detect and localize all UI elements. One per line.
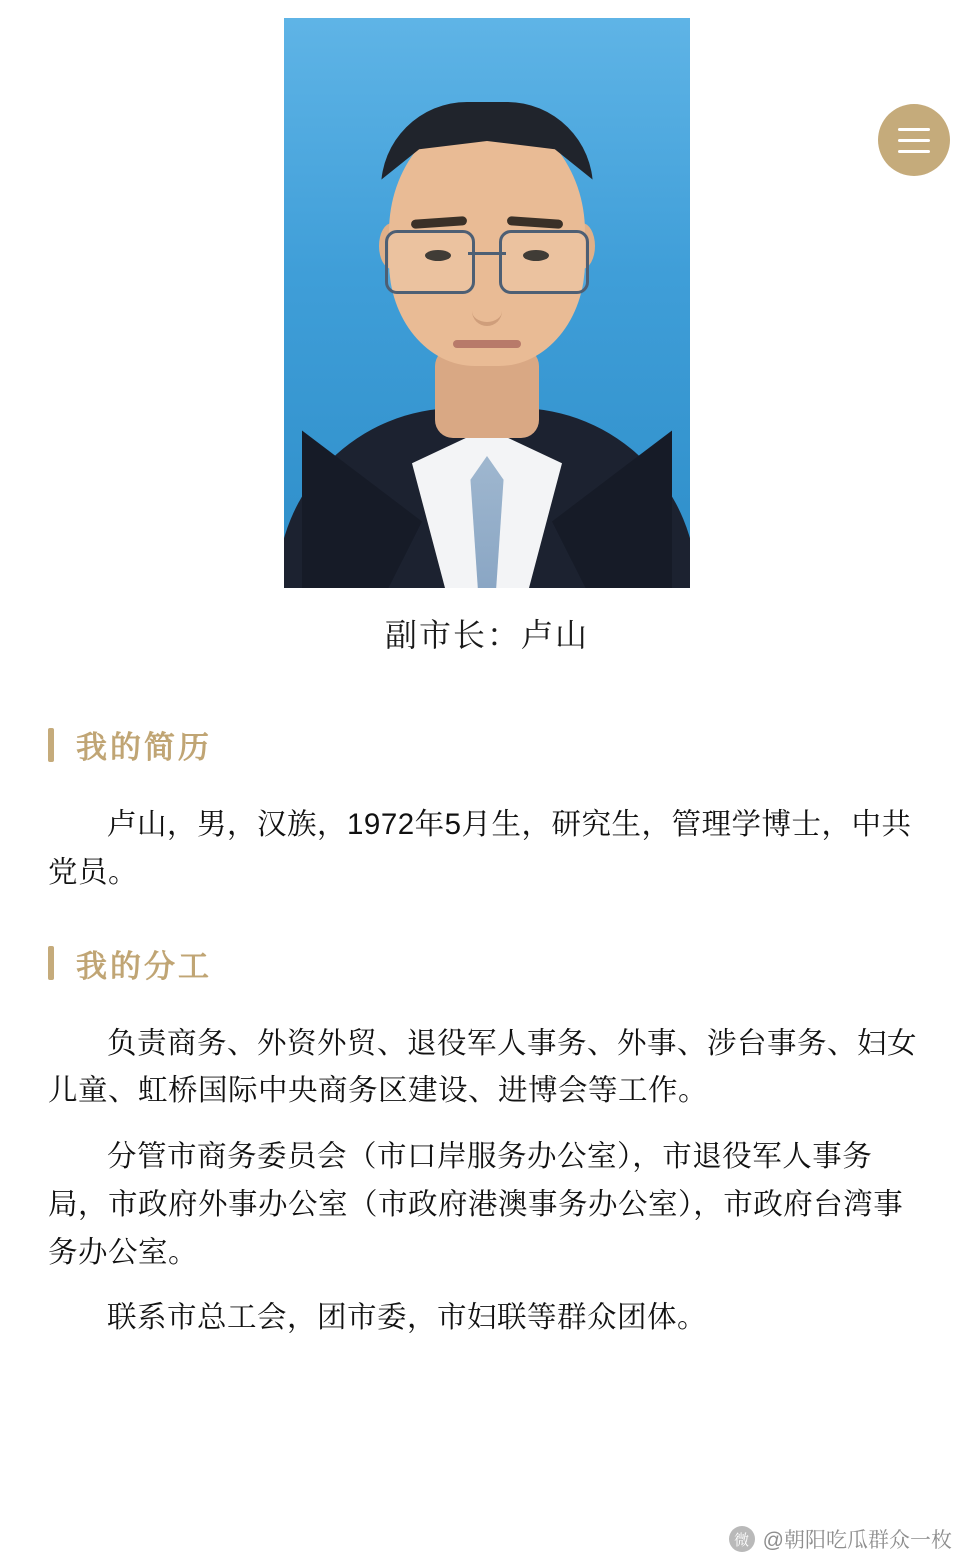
section-resume: [48, 722, 926, 897]
hamburger-menu-icon-line-2: [898, 139, 930, 142]
section-duties-header: [48, 941, 926, 986]
hamburger-menu-icon-line-3: [898, 150, 930, 153]
portrait-container: [0, 0, 974, 588]
section-duties: [48, 941, 926, 1343]
portrait-mouth: [453, 340, 521, 348]
hamburger-menu-icon-line-1: [898, 128, 930, 131]
section-accent-bar: [48, 728, 54, 762]
section-duties-paragraph-2: 分管市商务委员会（市口岸服务办公室），市退役军人事务局，市政府外事办公室（市政府港澳事务办公室），市政府台湾事务办公室。: [48, 1140, 904, 1269]
section-resume-paragraph-1: 卢山，男，汉族，1972年5月生，研究生，管理学博士，中共党员。: [48, 808, 912, 889]
section-duties-title: 我的分工: [76, 948, 212, 984]
hamburger-menu-button[interactable]: [878, 104, 950, 176]
section-accent-bar: [48, 946, 54, 980]
section-duties-paragraph-1: 负责商务、外资外贸、退役军人事务、外事、涉台事务、妇女儿童、虹桥国际中央商务区建设、进博会等工作。: [48, 1026, 918, 1108]
content-area: [0, 722, 974, 1342]
portrait-caption: 副市长：卢山: [384, 617, 589, 653]
portrait-nose: [472, 270, 502, 326]
watermark-username: @朝阳吃瓜群众一枚: [762, 1529, 952, 1552]
official-portrait-photo: [284, 18, 690, 588]
section-duties-paragraph-3: 联系市总工会，团市委，市妇联等群众团体。: [107, 1301, 708, 1335]
section-resume-title: 我的简历: [76, 730, 212, 765]
weibo-logo-icon: 微: [729, 1526, 755, 1552]
weibo-watermark: [729, 1524, 952, 1554]
glasses-bridge: [468, 252, 506, 255]
glasses-lens-left: [385, 230, 475, 294]
section-resume-header: [48, 722, 926, 767]
glasses-lens-right: [499, 230, 589, 294]
